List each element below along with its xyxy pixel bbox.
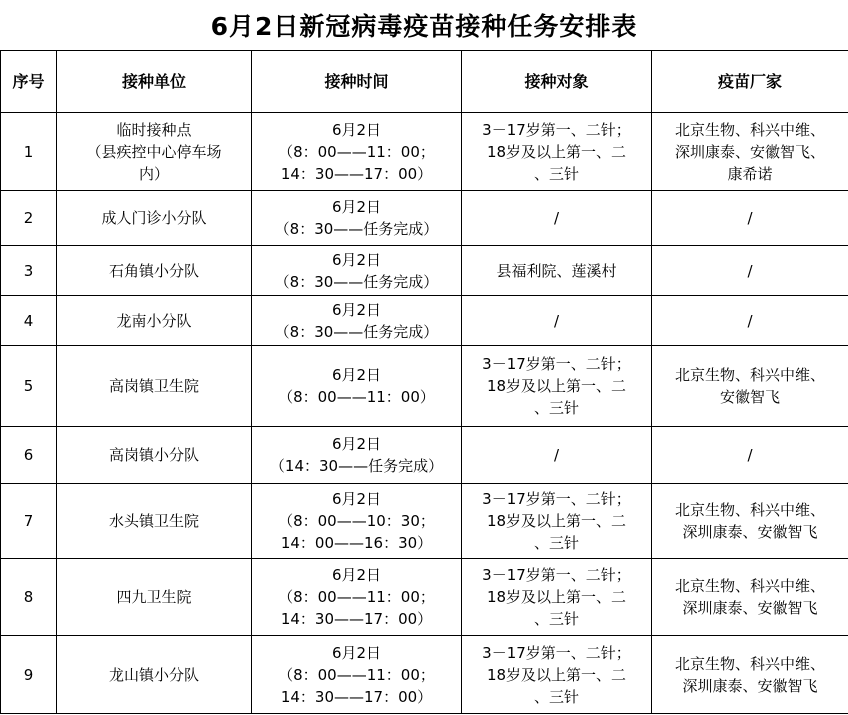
header-cell-time: 接种时间 <box>252 51 462 113</box>
table-row <box>1 296 848 346</box>
row-number: 3 <box>1 246 57 296</box>
unit-cell: 龙山镇小分队 <box>57 636 252 714</box>
unit-cell: 石角镇小分队 <box>57 246 252 296</box>
row-number: 2 <box>1 191 57 246</box>
table-row <box>1 559 848 636</box>
unit-cell: 成人门诊小分队 <box>57 191 252 246</box>
time-cell: 6月2日 （8：00——10：30； 14：00——16：30） <box>252 484 462 559</box>
target-cell: 3－17岁第一、二针； 18岁及以上第一、二 、三针 <box>462 113 652 191</box>
table-row <box>1 346 848 427</box>
target-cell: / <box>462 427 652 484</box>
target-cell: / <box>462 296 652 346</box>
target-cell: / <box>462 191 652 246</box>
time-cell: 6月2日 （8：30——任务完成） <box>252 246 462 296</box>
maker-cell: / <box>652 191 848 246</box>
target-cell: 3－17岁第一、二针； 18岁及以上第一、二 、三针 <box>462 484 652 559</box>
unit-cell: 高岗镇卫生院 <box>57 346 252 427</box>
table-row <box>1 484 848 559</box>
header-cell-target: 接种对象 <box>462 51 652 113</box>
maker-cell: 北京生物、科兴中维、 深圳康泰、安徽智飞、 康希诺 <box>652 113 848 191</box>
vaccination-schedule-table <box>0 50 848 714</box>
maker-cell: / <box>652 296 848 346</box>
header-cell-unit: 接种单位 <box>57 51 252 113</box>
row-number: 5 <box>1 346 57 427</box>
row-number: 7 <box>1 484 57 559</box>
table-row <box>1 636 848 714</box>
unit-cell: 高岗镇小分队 <box>57 427 252 484</box>
header-cell-maker: 疫苗厂家 <box>652 51 848 113</box>
table-row <box>1 191 848 246</box>
table-row <box>1 113 848 191</box>
time-cell: 6月2日 （8：00——11：00） <box>252 346 462 427</box>
target-cell: 3－17岁第一、二针； 18岁及以上第一、二 、三针 <box>462 346 652 427</box>
table-row <box>1 427 848 484</box>
row-number: 8 <box>1 559 57 636</box>
row-number: 9 <box>1 636 57 714</box>
time-cell: 6月2日 （8：00——11：00； 14：30——17：00） <box>252 559 462 636</box>
unit-cell: 临时接种点 （县疾控中心停车场 内） <box>57 113 252 191</box>
target-cell: 3－17岁第一、二针； 18岁及以上第一、二 、三针 <box>462 559 652 636</box>
time-cell: 6月2日 （14：30——任务完成） <box>252 427 462 484</box>
row-number: 6 <box>1 427 57 484</box>
time-cell: 6月2日 （8：30——任务完成） <box>252 296 462 346</box>
target-cell: 3－17岁第一、二针； 18岁及以上第一、二 、三针 <box>462 636 652 714</box>
header-cell-no: 序号 <box>1 51 57 113</box>
header-row <box>1 51 848 113</box>
page-title: 6月2日新冠病毒疫苗接种任务安排表 <box>210 12 638 41</box>
maker-cell: / <box>652 427 848 484</box>
maker-cell: 北京生物、科兴中维、 安徽智飞 <box>652 346 848 427</box>
time-cell: 6月2日 （8：00——11：00； 14：30——17：00） <box>252 636 462 714</box>
table-row <box>1 246 848 296</box>
unit-cell: 水头镇卫生院 <box>57 484 252 559</box>
target-cell: 县福利院、莲溪村 <box>462 246 652 296</box>
time-cell: 6月2日 （8：30——任务完成） <box>252 191 462 246</box>
maker-cell: 北京生物、科兴中维、 深圳康泰、安徽智飞 <box>652 559 848 636</box>
maker-cell: 北京生物、科兴中维、 深圳康泰、安徽智飞 <box>652 484 848 559</box>
unit-cell: 龙南小分队 <box>57 296 252 346</box>
time-cell: 6月2日 （8：00——11：00； 14：30——17：00） <box>252 113 462 191</box>
maker-cell: / <box>652 246 848 296</box>
row-number: 1 <box>1 113 57 191</box>
row-number: 4 <box>1 296 57 346</box>
unit-cell: 四九卫生院 <box>57 559 252 636</box>
maker-cell: 北京生物、科兴中维、 深圳康泰、安徽智飞 <box>652 636 848 714</box>
